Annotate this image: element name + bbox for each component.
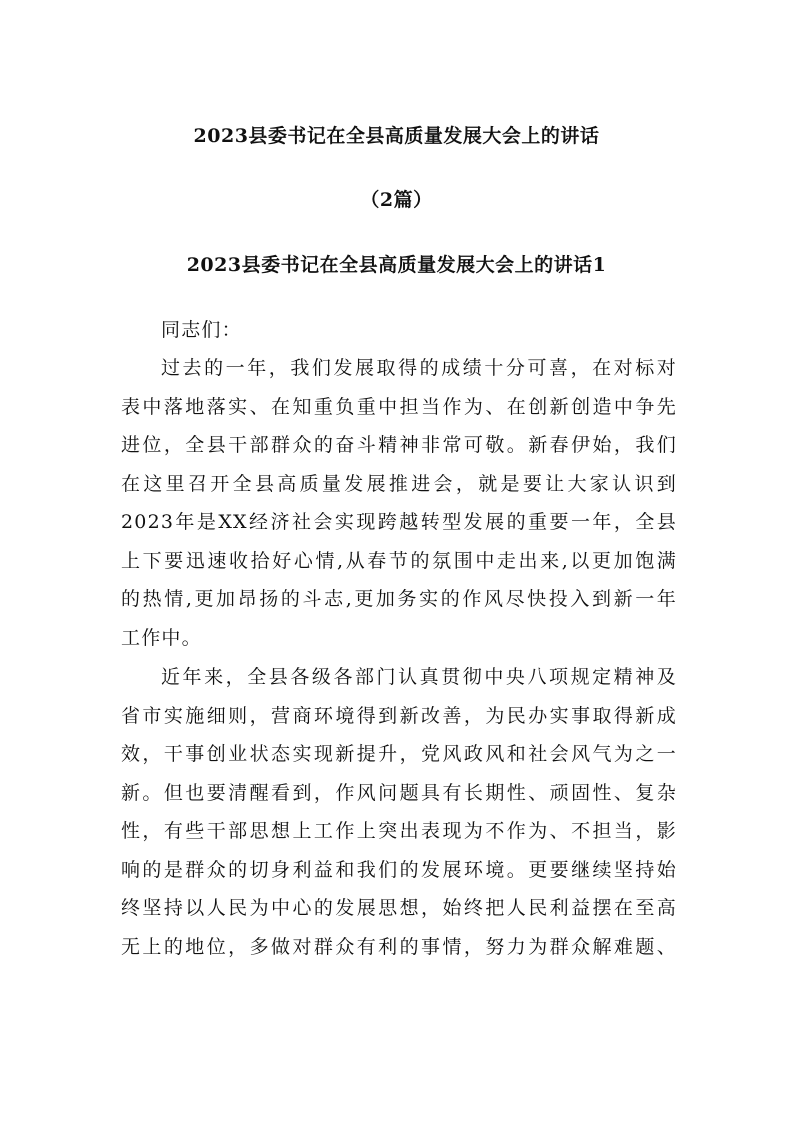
paragraph-line: 终坚持以人民为中心的发展思想，始终把人民利益摆在至高 xyxy=(121,897,677,919)
paragraph-2 xyxy=(121,658,677,966)
paragraph-1 xyxy=(121,349,677,657)
paragraph-line: 过去的一年，我们发展取得的成绩十分可喜，在对标对 xyxy=(161,357,677,379)
salutation: 同志们： xyxy=(161,319,242,341)
paragraph-line: 进位，全县干部群众的奋斗精神非常可敬。新春伊始，我们 xyxy=(121,434,677,456)
paragraph-line: 的热情,更加昂扬的斗志,更加务实的作风尽快投入到新一年 xyxy=(121,588,677,610)
paragraph-line: 近年来，全县各级各部门认真贯彻中央八项规定精神及 xyxy=(161,666,677,688)
paragraph-line: 在这里召开全县高质量发展推进会，就是要让大家认识到 xyxy=(121,472,677,495)
paragraph-line: 效，干事创业状态实现新提升，党风政风和社会风气为之一 xyxy=(121,743,677,765)
paragraph-line: 2023年是XX经济社会实现跨越转型发展的重要一年，全县 xyxy=(121,511,677,533)
paragraph-line: 省市实施细则，营商环境得到新改善，为民办实事取得新成 xyxy=(121,704,677,727)
paragraph-line: 性，有些干部思想上工作上突出表现为不作为、不担当，影 xyxy=(121,820,677,842)
paragraph-line: 表中落地落实、在知重负重中担当作为、在创新创造中争先 xyxy=(121,395,677,418)
paragraph-line: 无上的地位，多做对群众有利的事情，努力为群众解难题、 xyxy=(121,935,677,958)
paragraph-line: 上下要迅速收拾好心情,从春节的氛围中走出来,以更加饱满 xyxy=(121,549,677,572)
document-subtitle: （2篇） xyxy=(360,189,433,211)
paragraph-line: 响的是群众的切身利益和我们的发展环境。更要继续坚持始 xyxy=(121,858,677,881)
paragraph-line: 工作中。 xyxy=(121,626,202,649)
section-title: 2023县委书记在全县高质量发展大会上的讲话1 xyxy=(186,254,607,276)
document-title: 2023县委书记在全县高质量发展大会上的讲话 xyxy=(193,125,600,147)
paragraph-line: 新。但也要清醒看到，作风问题具有长期性、顽固性、复杂 xyxy=(121,781,677,804)
